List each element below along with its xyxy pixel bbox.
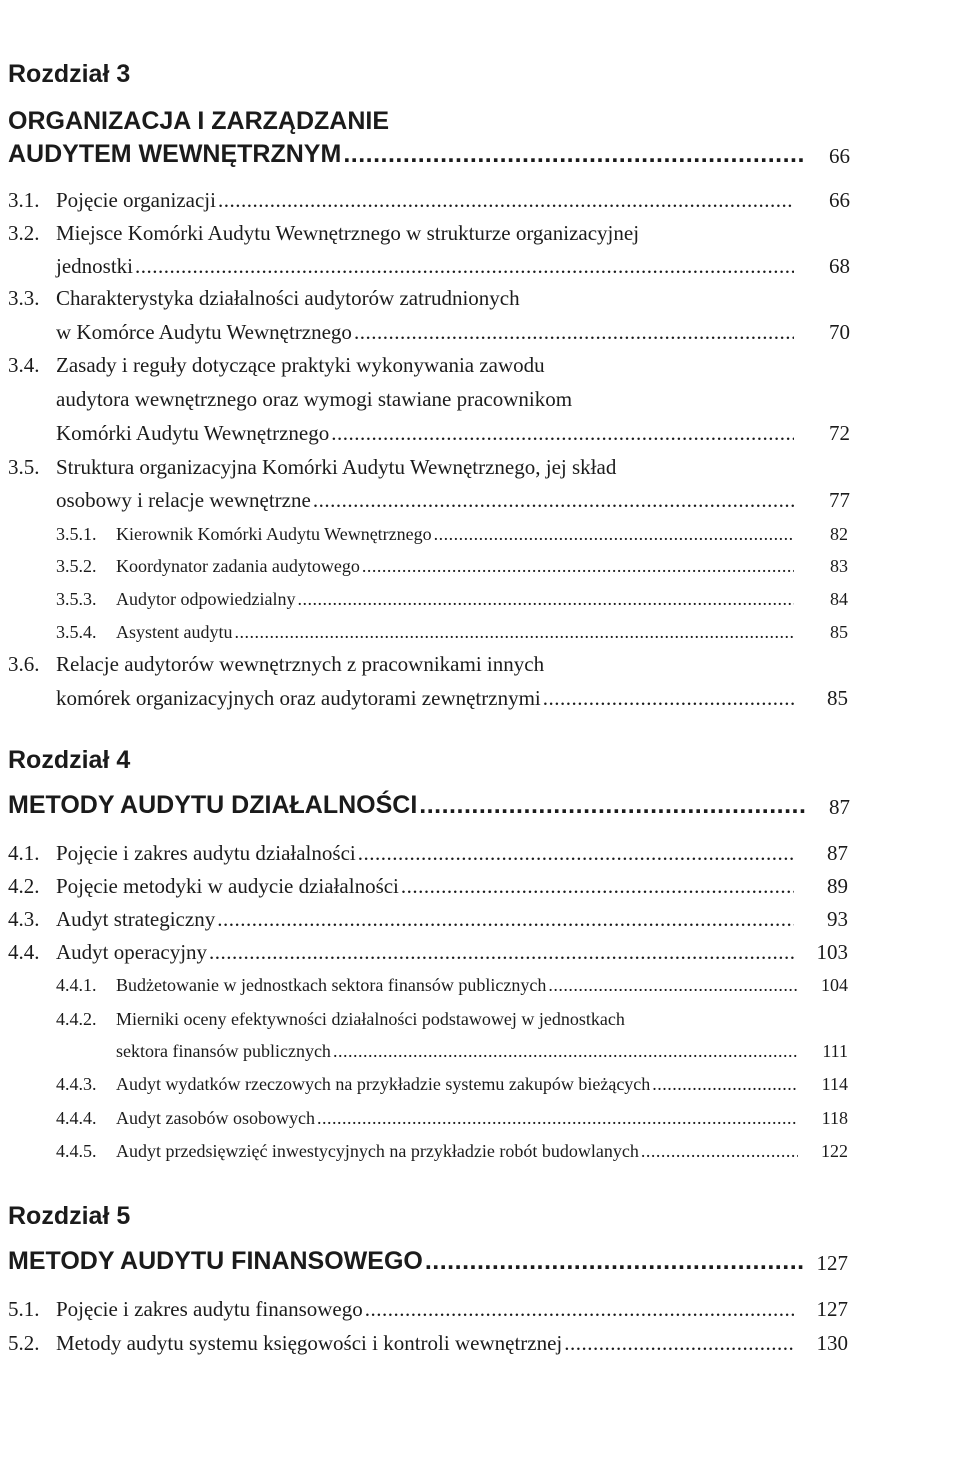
chapter-4-title-row [8,791,808,820]
entry-number: 4.1. [8,841,40,865]
entry-number: 3.5.3. [56,589,97,609]
chapter-3-title-row [8,140,808,169]
toc-entry-5-2 [56,1331,796,1356]
entry-page: 77 [829,488,850,512]
entry-title-line: Charakterystyka działalności audytorów zatrudnionych [56,286,520,310]
entry-number: 4.4.2. [56,1009,97,1029]
entry-title: w Komórce Audytu Wewnętrznego [56,320,352,344]
leader-dots [354,320,794,345]
entry-number: 4.2. [8,874,40,898]
entry-number: 4.3. [8,907,40,931]
leader-dots [419,791,806,820]
chapter-3-title-line2: AUDYTEM WEWNĘTRZNYM [8,140,342,168]
toc-entry-5-1 [56,1297,796,1322]
entry-page: 114 [821,1074,848,1094]
leader-dots [313,488,794,513]
entry-title: Pojęcie metodyki w audycie działalności [56,874,399,898]
entry-number: 4.4. [8,940,40,964]
chapter-3-page: 66 [829,144,850,168]
chapter-3-title-line1: ORGANIZACJA I ZARZĄDZANIE [8,107,390,135]
entry-page: 122 [821,1141,848,1161]
entry-number: 5.2. [8,1331,40,1355]
entry-page: 89 [827,874,848,898]
entry-page: 83 [830,556,848,576]
toc-entry-4-1 [56,841,796,866]
leader-dots [543,686,794,711]
leader-dots [235,622,795,643]
entry-number: 3.6. [8,652,40,676]
leader-dots [343,140,806,169]
entry-title: Metody audytu systemu księgowości i kontroli wewnętrznej [56,1331,563,1355]
entry-title: osobowy i relacje wewnętrzne [56,488,311,512]
toc-entry-4-4-3 [116,1074,800,1095]
entry-page: 103 [816,940,848,964]
leader-dots [548,975,798,996]
leader-dots [564,1331,794,1356]
toc-entry-3-1 [56,188,796,213]
entry-title-line: Relacje audytorów wewnętrznych z pracownikami innych [56,652,545,676]
toc-entry-3-6 [56,686,796,711]
entry-page: 84 [830,589,848,609]
entry-title: Pojęcie organizacji [56,188,216,212]
entry-page: 87 [827,841,848,865]
toc-entry-4-4 [56,940,796,965]
leader-dots [218,188,794,213]
entry-number: 5.1. [8,1297,40,1321]
entry-page: 127 [816,1297,848,1321]
leader-dots [365,1297,794,1322]
entry-page: 130 [816,1331,848,1355]
leader-dots [641,1141,798,1162]
entry-number: 3.5.1. [56,524,97,544]
entry-number: 3.1. [8,188,40,212]
toc-entry-3-5 [56,488,796,513]
leader-dots [652,1074,798,1095]
entry-number: 3.5.4. [56,622,97,642]
entry-title: Pojęcie i zakres audytu działalności [56,841,356,865]
entry-title: sektora finansów publicznych [116,1041,331,1061]
chapter-3-label: Rozdział 3 [8,60,131,88]
entry-title: Pojęcie i zakres audytu finansowego [56,1297,363,1321]
entry-page: 104 [821,975,848,995]
toc-entry-3-3 [56,320,796,345]
leader-dots [317,1108,798,1129]
entry-page: 85 [827,686,848,710]
leader-dots [331,421,794,446]
entry-title: Audyt strategiczny [56,907,216,931]
toc-entry-4-3 [56,907,796,932]
toc-entry-3-5-3 [116,589,796,610]
toc-entry-3-5-2 [116,556,796,577]
leader-dots [209,940,794,965]
chapter-5-title: METODY AUDYTU FINANSOWEGO [8,1247,423,1275]
leader-dots [217,907,794,932]
entry-page: 70 [829,320,850,344]
chapter-4-title: METODY AUDYTU DZIAŁALNOŚCI [8,791,418,819]
entry-title: Komórki Audytu Wewnętrznego [56,421,330,445]
entry-number: 4.4.3. [56,1074,97,1094]
leader-dots [401,874,794,899]
leader-dots [297,589,794,610]
chapter-4-page: 87 [829,795,850,819]
entry-title: Kierownik Komórki Audytu Wewnętrznego [116,524,432,544]
entry-page: 82 [830,524,848,544]
toc-entry-3-5-4 [116,622,796,643]
entry-title: Budżetowanie w jednostkach sektora finansów publicznych [116,975,547,995]
entry-title: jednostki [56,254,133,278]
toc-entry-3-5-1 [116,524,796,545]
toc-entry-3-4 [56,421,796,446]
entry-title: Audyt operacyjny [56,940,208,964]
entry-title-line: Miejsce Komórki Audytu Wewnętrznego w strukturze organizacyjnej [56,221,640,245]
chapter-5-label: Rozdział 5 [8,1202,131,1230]
entry-number: 3.2. [8,221,40,245]
leader-dots [333,1041,798,1062]
entry-title-line: Struktura organizacyjna Komórki Audytu Wewnętrznego, jej skład [56,455,617,479]
chapter-4-label: Rozdział 4 [8,746,131,774]
entry-page: 68 [829,254,850,278]
entry-page: 66 [829,188,850,212]
entry-number: 4.4.1. [56,975,97,995]
entry-title: Audyt zasobów osobowych [116,1108,315,1128]
leader-dots [358,841,794,866]
entry-page: 93 [827,907,848,931]
entry-page: 85 [830,622,848,642]
entry-title-line: audytora wewnętrznego oraz wymogi stawiane pracownikom [56,387,573,411]
leader-dots [135,254,794,279]
chapter-5-title-row [8,1247,808,1276]
entry-number: 3.4. [8,353,40,377]
leader-dots [362,556,794,577]
entry-page: 118 [821,1108,848,1128]
entry-page: 72 [829,421,850,445]
entry-number: 3.5. [8,455,40,479]
entry-title-line: Zasady i reguły dotyczące praktyki wykonywania zawodu [56,353,545,377]
entry-number: 4.4.5. [56,1141,97,1161]
entry-title: Audyt przedsięwzięć inwestycyjnych na przykładzie robót budowlanych [116,1141,639,1161]
toc-entry-4-4-1 [116,975,800,996]
entry-title: Audytor odpowiedzialny [116,589,296,609]
entry-title: Audyt wydatków rzeczowych na przykładzie systemu zakupów bieżących [116,1074,651,1094]
toc-entry-4-2 [56,874,796,899]
entry-number: 3.3. [8,286,40,310]
toc-entry-4-4-2 [116,1041,800,1062]
entry-number: 4.4.4. [56,1108,97,1128]
entry-page: 111 [822,1041,848,1061]
toc-entry-4-4-4 [116,1108,800,1129]
entry-title: Koordynator zadania audytowego [116,556,360,576]
entry-number: 3.5.2. [56,556,97,576]
entry-title-line: Mierniki oceny efektywności działalności podstawowej w jednostkach [116,1009,625,1029]
leader-dots [434,524,794,545]
entry-title: komórek organizacyjnych oraz audytorami zewnętrznymi [56,686,541,710]
entry-title: Asystent audytu [116,622,233,642]
toc-entry-4-4-5 [116,1141,800,1162]
chapter-5-page: 127 [816,1251,848,1275]
leader-dots [425,1247,806,1276]
toc-entry-3-2 [56,254,796,279]
